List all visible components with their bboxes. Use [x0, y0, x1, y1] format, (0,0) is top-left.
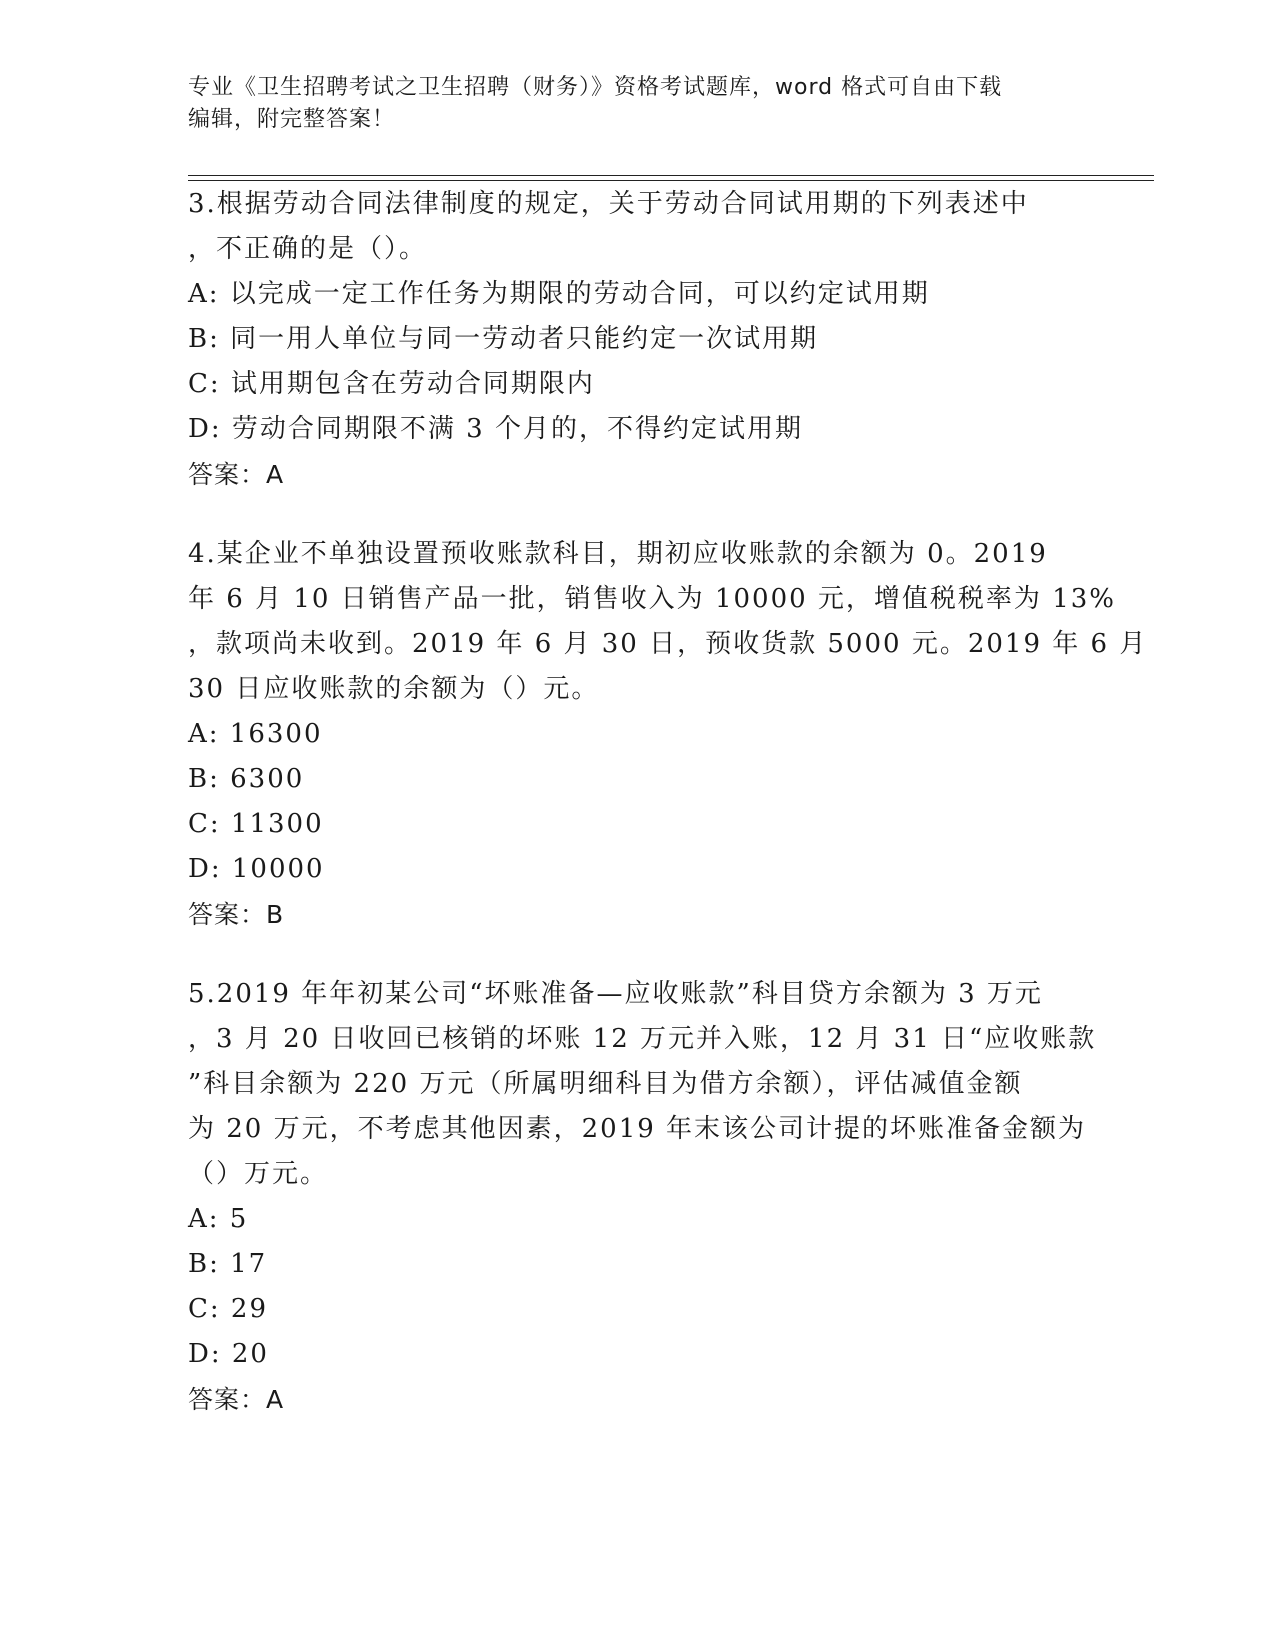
- header-line-1: 专业《卫生招聘考试之卫生招聘（财务）》资格考试题库，word 格式可自由下载: [188, 75, 1003, 100]
- option-c: C: 试用期包含在劳动合同期限内: [188, 369, 595, 399]
- stem-line: 4.某企业不单独设置预收账款科目，期初应收账款的余额为 0。2019: [188, 539, 1048, 569]
- question-stem: [188, 972, 1097, 1197]
- stem-line: ，3 月 20 日收回已核销的坏账 12 万元并入账，12 月 31 日“应收账款: [188, 1024, 1097, 1054]
- stem-line: 30 日应收账款的余额为（）元。: [188, 674, 600, 704]
- stem-line: ，不正确的是（）。: [188, 234, 428, 264]
- option-b: B: 6300: [188, 764, 305, 794]
- answer: 答案：A: [188, 460, 285, 489]
- header-divider-bottom: [188, 180, 1154, 181]
- header-line-2: 编辑，附完整答案！: [188, 107, 396, 132]
- option-d: D: 劳动合同期限不满 3 个月的，不得约定试用期: [188, 414, 803, 444]
- document-header: [188, 72, 1088, 136]
- option-a: A: 以完成一定工作任务为期限的劳动合同，可以约定试用期: [188, 279, 930, 309]
- question-4: [188, 532, 1148, 937]
- option-d: D: 10000: [188, 854, 325, 884]
- stem-line: 3.根据劳动合同法律制度的规定，关于劳动合同试用期的下列表述中: [188, 189, 1029, 219]
- question-stem: [188, 532, 1148, 712]
- answer: 答案：B: [188, 900, 285, 929]
- question-3: [188, 182, 1088, 497]
- option-c: C: 29: [188, 1294, 269, 1324]
- option-c: C: 11300: [188, 809, 324, 839]
- question-stem: [188, 182, 1088, 272]
- stem-line: 年 6 月 10 日销售产品一批，销售收入为 10000 元，增值税税率为 13%: [188, 584, 1116, 614]
- header-divider-top: [188, 175, 1154, 176]
- stem-line: 5.2019 年年初某公司“坏账准备—应收账款”科目贷方余额为 3 万元: [188, 979, 1043, 1009]
- option-a: A: 5: [188, 1204, 249, 1234]
- stem-line: ，款项尚未收到。2019 年 6 月 30 日，预收货款 5000 元。2019 年 6 月: [188, 629, 1148, 659]
- answer: 答案：A: [188, 1385, 285, 1414]
- option-b: B: 同一用人单位与同一劳动者只能约定一次试用期: [188, 324, 819, 354]
- option-b: B: 17: [188, 1249, 268, 1279]
- option-a: A: 16300: [188, 719, 323, 749]
- option-d: D: 20: [188, 1339, 269, 1369]
- stem-line: ”科目余额为 220 万元（所属明细科目为借方余额），评估减值金额: [188, 1069, 1023, 1099]
- question-5: [188, 972, 1097, 1422]
- stem-line: （）万元。: [188, 1159, 329, 1189]
- stem-line: 为 20 万元，不考虑其他因素，2019 年末该公司计提的坏账准备金额为: [188, 1114, 1087, 1144]
